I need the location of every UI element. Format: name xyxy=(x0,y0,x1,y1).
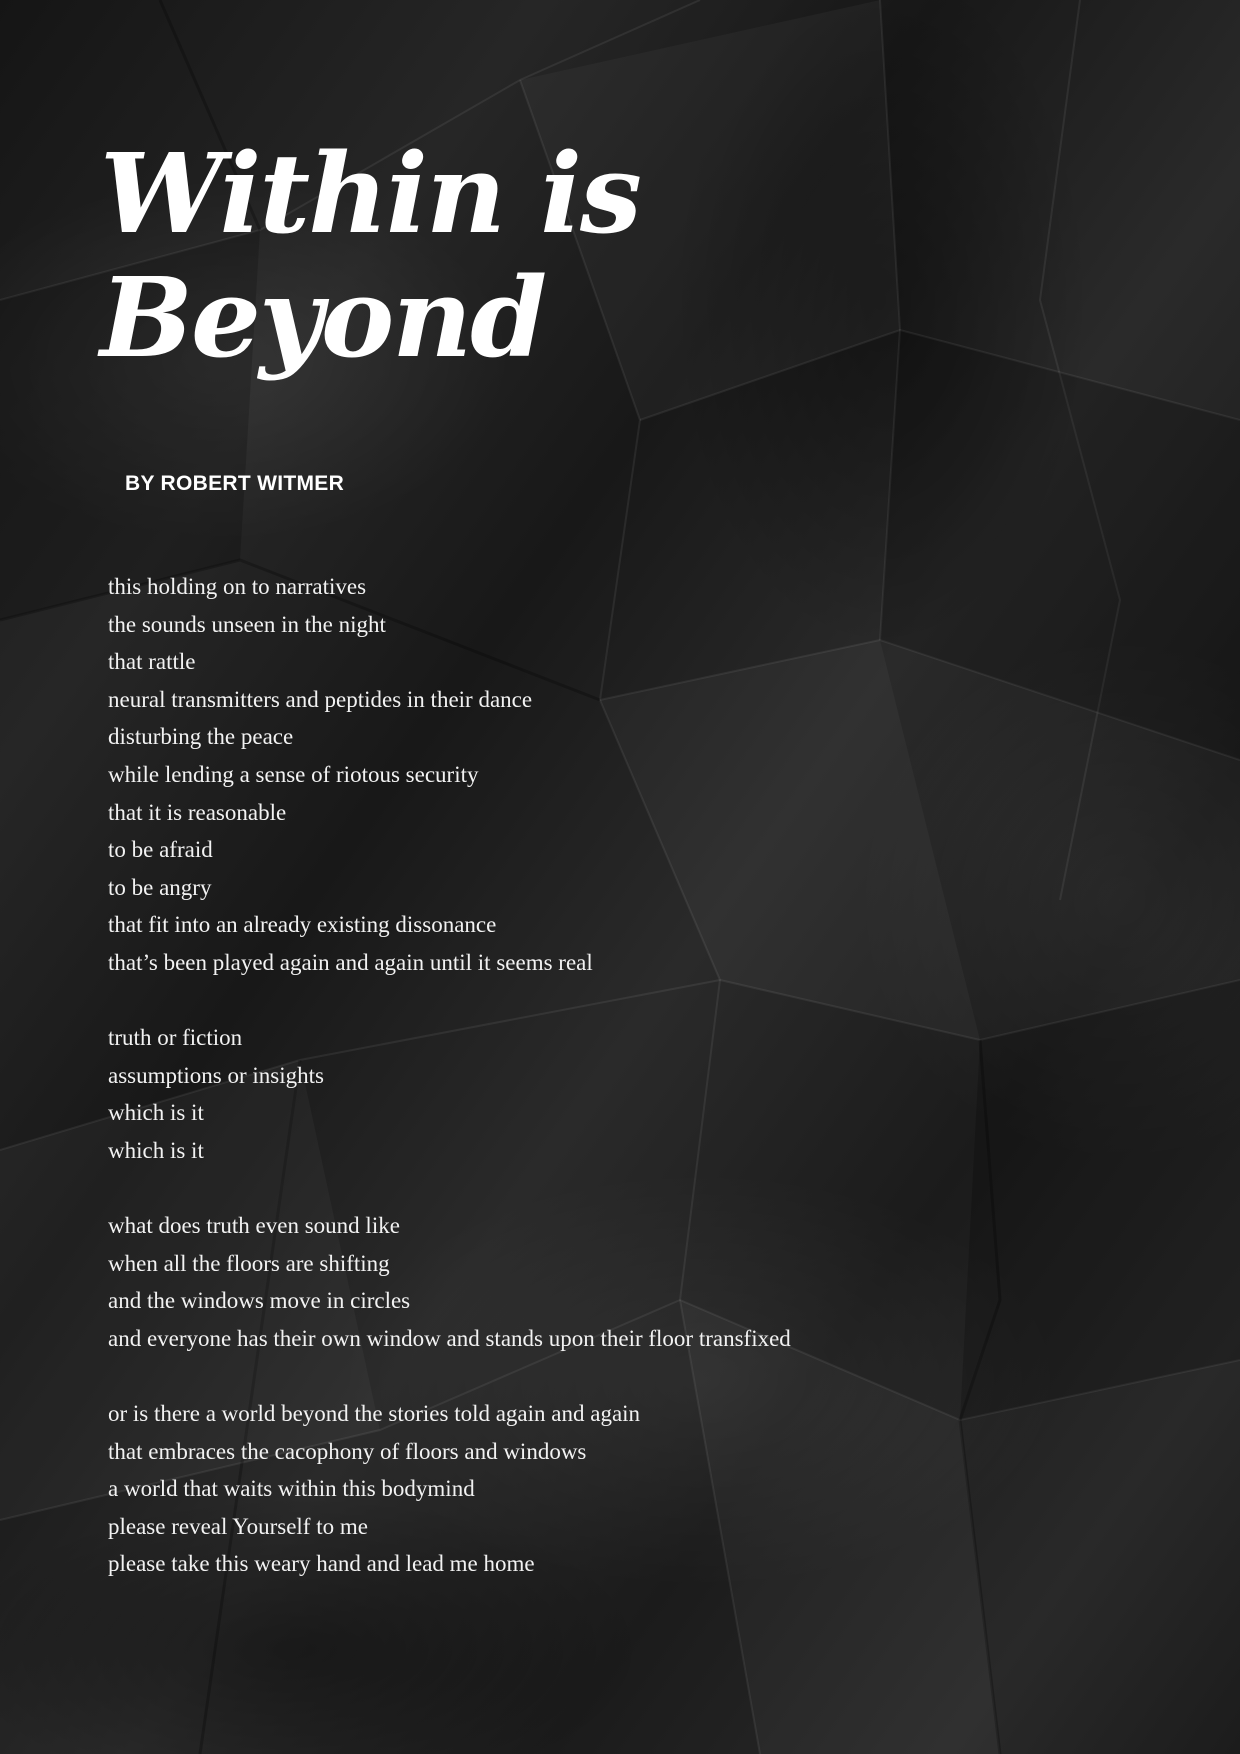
poem-line: assumptions or insights xyxy=(108,1062,324,1088)
poem-line: what does truth even sound like xyxy=(108,1213,400,1239)
poem-line: a world that waits within this bodymind xyxy=(108,1476,475,1502)
poem-line: neural transmitters and peptides in their dance xyxy=(108,686,533,712)
page-title xyxy=(100,129,860,382)
poem-line: disturbing the peace xyxy=(108,724,294,750)
poem-line: the sounds unseen in the night xyxy=(108,611,386,637)
title-line-1: Within is xyxy=(100,129,640,258)
poem-stanza-2 xyxy=(108,1019,1208,1169)
poem-line: when all the floors are shifting xyxy=(108,1250,390,1276)
poem-line: that it is reasonable xyxy=(108,799,287,825)
poem-line: while lending a sense of riotous security xyxy=(108,761,479,787)
poem-line: and everyone has their own window and stands upon their floor transfixed xyxy=(108,1325,791,1351)
poem-line: this holding on to narratives xyxy=(108,574,367,599)
title-line-2: Beyond xyxy=(100,253,546,382)
poem-line: to be angry xyxy=(108,874,212,900)
poem-body xyxy=(108,568,1208,1583)
poem-line: that fit into an already existing dissonance xyxy=(108,912,497,938)
poem-line: please reveal Yourself to me xyxy=(108,1513,368,1539)
poem-line: that rattle xyxy=(108,649,196,675)
poem-line: which is it xyxy=(108,1100,204,1126)
poem-line: or is there a world beyond the stories told again and again xyxy=(108,1401,641,1427)
poem-line: please take this weary hand and lead me home xyxy=(108,1551,535,1577)
poem-line: that embraces the cacophony of floors and windows xyxy=(108,1438,587,1464)
poem-line: which is it xyxy=(108,1137,204,1163)
poem-stanza-4 xyxy=(108,1395,1208,1583)
author-byline: BY ROBERT WITMER xyxy=(125,472,345,495)
poem-line: to be afraid xyxy=(108,837,213,863)
poem-stanza-1 xyxy=(108,568,1208,982)
poem-stanza-3 xyxy=(108,1207,1208,1357)
poem-line: and the windows move in circles xyxy=(108,1288,411,1314)
poem-line: truth or fiction xyxy=(108,1025,243,1051)
poem-line: that’s been played again and again until it seems real xyxy=(108,949,593,975)
